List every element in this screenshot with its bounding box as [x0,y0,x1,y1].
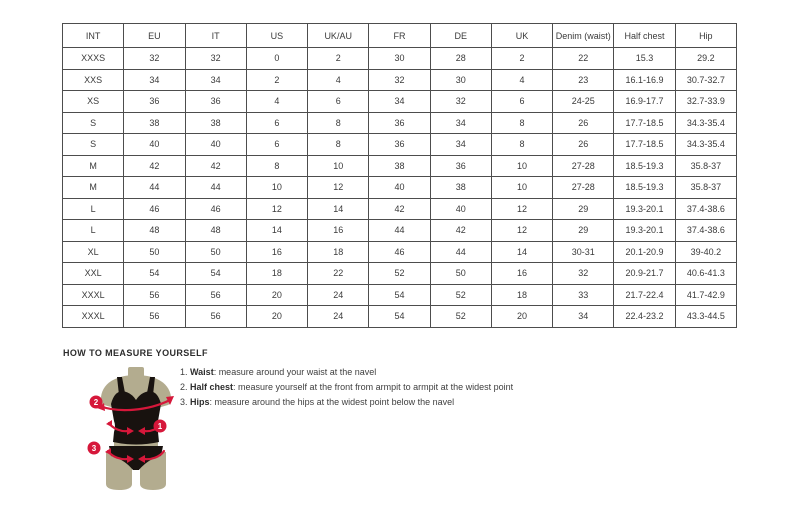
waist-arrow-outer-icon [106,420,112,427]
table-cell: 40 [124,134,185,156]
measure-step-text: : measure yourself at the front from armpit to armpit at the widest point [233,382,514,392]
table-cell: 44 [124,177,185,199]
table-cell: 46 [369,241,430,263]
table-cell: 0 [246,48,307,70]
measure-step-text: : measure around your waist at the navel [213,367,377,377]
table-cell: 54 [185,263,246,285]
table-cell: 22 [308,263,369,285]
table-cell: 52 [430,306,491,328]
table-cell: 23 [553,69,614,91]
table-cell: 26 [553,134,614,156]
table-cell: 52 [430,284,491,306]
table-cell: 17.7-18.5 [614,112,675,134]
table-row [63,220,737,242]
table-cell: 4 [246,91,307,113]
table-cell: M [63,155,124,177]
table-cell: 10 [491,177,552,199]
table-cell: L [63,220,124,242]
table-cell: 14 [491,241,552,263]
table-row [63,112,737,134]
table-cell: 22.4-23.2 [614,306,675,328]
table-cell: 50 [185,241,246,263]
table-cell: XXXL [63,306,124,328]
table-cell: 27-28 [553,177,614,199]
table-cell: 8 [491,112,552,134]
table-row [63,306,737,328]
table-cell: 17.7-18.5 [614,134,675,156]
table-cell: 4 [491,69,552,91]
column-header: INT [63,24,124,48]
table-cell: 29.2 [675,48,736,70]
table-cell: 6 [246,112,307,134]
table-cell: 48 [124,220,185,242]
table-cell: 42 [124,155,185,177]
table-cell: 16 [308,220,369,242]
column-header: Half chest [614,24,675,48]
table-row [63,134,737,156]
table-cell: 30 [369,48,430,70]
table-cell: 34 [185,69,246,91]
measure-step-number: 1. [180,367,191,377]
table-cell: 34.3-35.4 [675,134,736,156]
table-cell: 35.8-37 [675,177,736,199]
table-cell: 34 [124,69,185,91]
table-cell: 44 [369,220,430,242]
table-cell: 34 [430,112,491,134]
table-cell: 19.3-20.1 [614,220,675,242]
table-cell: 36 [369,134,430,156]
table-cell: 50 [124,241,185,263]
column-header: FR [369,24,430,48]
table-cell: 32 [369,69,430,91]
table-cell: 46 [124,198,185,220]
table-row [63,263,737,285]
table-cell: 20 [246,284,307,306]
table-cell: 14 [246,220,307,242]
table-cell: 24-25 [553,91,614,113]
table-row [63,155,737,177]
table-cell: 16 [246,241,307,263]
table-cell: 18.5-19.3 [614,155,675,177]
table-cell: 8 [246,155,307,177]
table-cell: XXXS [63,48,124,70]
table-cell: 18.5-19.3 [614,177,675,199]
table-cell: 44 [185,177,246,199]
table-cell: S [63,112,124,134]
table-cell: 54 [124,263,185,285]
table-cell: 56 [185,284,246,306]
table-cell: 2 [491,48,552,70]
table-cell: 30.7-32.7 [675,69,736,91]
table-cell: 38 [369,155,430,177]
size-chart-header-row [63,24,737,48]
table-cell: 30 [430,69,491,91]
table-cell: 16.1-16.9 [614,69,675,91]
table-cell: 4 [308,69,369,91]
table-cell: 46 [185,198,246,220]
table-cell: 48 [185,220,246,242]
table-cell: 42 [185,155,246,177]
table-cell: 52 [369,263,430,285]
table-cell: 2 [308,48,369,70]
table-cell: 33 [553,284,614,306]
column-header: Denim (waist) [553,24,614,48]
measure-steps [180,368,600,413]
table-cell: 56 [124,284,185,306]
table-cell: XS [63,91,124,113]
table-cell: 54 [369,284,430,306]
mannequin-illustration [84,366,191,496]
table-cell: 26 [553,112,614,134]
measurement-figure [84,366,191,496]
table-cell: XXS [63,69,124,91]
table-cell: 29 [553,220,614,242]
table-cell: 34 [369,91,430,113]
measure-step-number: 2. [180,382,191,392]
table-cell: 36 [369,112,430,134]
table-cell: 42 [430,220,491,242]
table-cell: 32.7-33.9 [675,91,736,113]
table-cell: 42 [369,198,430,220]
table-cell: 43.3-44.5 [675,306,736,328]
table-row [63,198,737,220]
table-cell: 32 [185,48,246,70]
table-cell: 35.8-37 [675,155,736,177]
waist-badge-number: 1 [157,422,163,431]
hips-badge-number: 3 [91,444,97,453]
table-cell: 20 [491,306,552,328]
table-cell: 12 [491,198,552,220]
table-cell: 20.1-20.9 [614,241,675,263]
table-cell: 20 [246,306,307,328]
measure-step [180,398,600,407]
table-cell: 36 [430,155,491,177]
column-header: Hip [675,24,736,48]
table-row [63,91,737,113]
table-cell: 10 [491,155,552,177]
table-cell: 40 [430,198,491,220]
table-cell: 38 [430,177,491,199]
table-cell: 16 [491,263,552,285]
measure-step-label: Hips [190,397,210,407]
table-cell: 29 [553,198,614,220]
table-cell: 10 [308,155,369,177]
measure-step-number: 3. [180,397,191,407]
table-cell: 44 [430,241,491,263]
table-cell: 21.7-22.4 [614,284,675,306]
measure-step-text: : measure around the hips at the widest point below the navel [209,397,455,407]
table-cell: 37.4-38.6 [675,220,736,242]
table-cell: 24 [308,284,369,306]
table-cell: 20.9-21.7 [614,263,675,285]
table-cell: 12 [308,177,369,199]
table-cell: 8 [308,112,369,134]
table-row [63,284,737,306]
table-cell: 37.4-38.6 [675,198,736,220]
table-row [63,48,737,70]
table-cell: 30-31 [553,241,614,263]
table-cell: XXL [63,263,124,285]
table-cell: 32 [553,263,614,285]
table-cell: 32 [124,48,185,70]
measure-step-label: Waist [190,367,214,377]
measure-step-label: Half chest [190,382,234,392]
table-cell: 8 [308,134,369,156]
table-cell: 36 [124,91,185,113]
column-header: DE [430,24,491,48]
table-cell: 39-40.2 [675,241,736,263]
table-cell: 40.6-41.3 [675,263,736,285]
table-cell: XXXL [63,284,124,306]
table-cell: 50 [430,263,491,285]
table-cell: 22 [553,48,614,70]
column-header: UK [491,24,552,48]
table-cell: XL [63,241,124,263]
table-cell: 15.3 [614,48,675,70]
table-row [63,69,737,91]
table-cell: 40 [185,134,246,156]
table-cell: 54 [369,306,430,328]
table-cell: 56 [185,306,246,328]
column-header: EU [124,24,185,48]
table-cell: M [63,177,124,199]
table-cell: 14 [308,198,369,220]
table-cell: S [63,134,124,156]
table-cell: 24 [308,306,369,328]
table-cell: 6 [308,91,369,113]
table-cell: L [63,198,124,220]
measure-step [180,368,600,377]
table-cell: 18 [308,241,369,263]
table-cell: 10 [246,177,307,199]
table-cell: 34.3-35.4 [675,112,736,134]
table-row [63,241,737,263]
table-cell: 34 [430,134,491,156]
size-chart-table [62,23,737,328]
table-cell: 38 [185,112,246,134]
measure-heading: HOW TO MEASURE YOURSELF [63,348,208,358]
table-cell: 40 [369,177,430,199]
table-cell: 38 [124,112,185,134]
size-table-body [63,48,737,328]
table-row [63,177,737,199]
table-cell: 6 [491,91,552,113]
table-cell: 56 [124,306,185,328]
column-header: UK/AU [308,24,369,48]
table-cell: 16.9-17.7 [614,91,675,113]
table-cell: 18 [246,263,307,285]
table-cell: 2 [246,69,307,91]
table-cell: 34 [553,306,614,328]
table-cell: 36 [185,91,246,113]
column-header: IT [185,24,246,48]
table-cell: 12 [246,198,307,220]
table-cell: 18 [491,284,552,306]
column-header: US [246,24,307,48]
table-cell: 27-28 [553,155,614,177]
table-cell: 28 [430,48,491,70]
table-cell: 19.3-20.1 [614,198,675,220]
table-cell: 32 [430,91,491,113]
table-cell: 12 [491,220,552,242]
chest-badge-number: 2 [93,398,99,407]
table-cell: 6 [246,134,307,156]
table-cell: 8 [491,134,552,156]
table-cell: 41.7-42.9 [675,284,736,306]
measure-step [180,383,600,392]
